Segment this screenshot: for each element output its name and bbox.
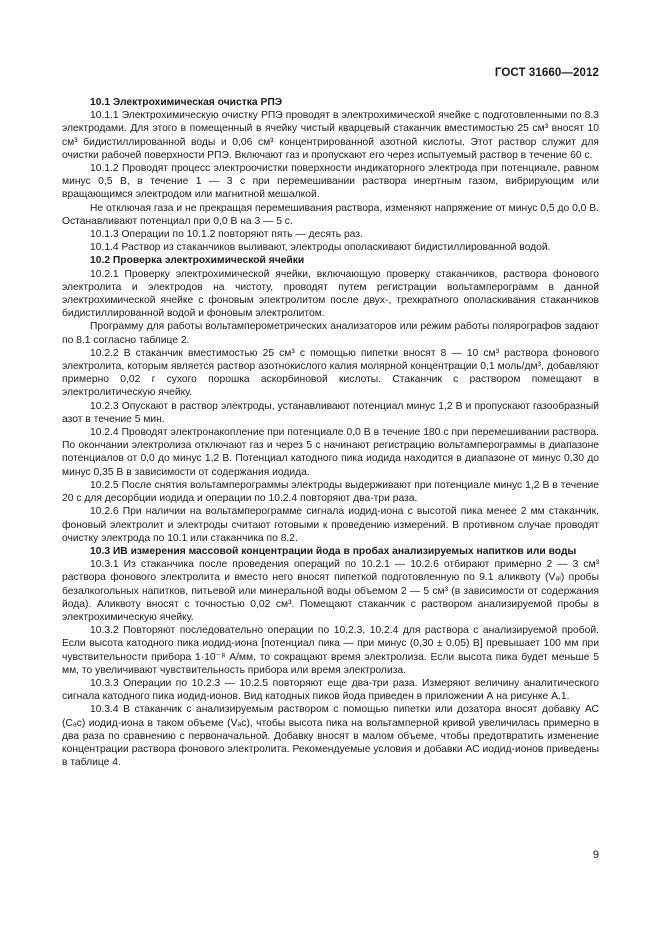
paragraph: 10.2.4 Проводят электронакопление при потенциале 0,0 В в течение 180 с при перемешивании раствора. По окончании электролиза отключают газ и через 5 с начинают регистрацию вольтамперограммы в диапазоне потенциалов от 0,0 до минус 1,2 В. Потенциал катодного пика иодида находится в диапазоне от минус 0,30 до минус 0,35 В в зависимости от содержания иодида. — [62, 427, 599, 478]
paragraph: 10.1.1 Электрохимическую очистку РПЭ проводят в электрохимической ячейке с подготовленными по 8.3 электродами. Для этого в помещенный в ячейку чистый кварцевый стаканчик вместимостью 25 см³ вносят 10 см³ бидистиллированной воды и 0,06 см³ концентрированной азотной кислоты. Этот раствор служит для очистки рабочей поверхности РПЭ. Включают газ и пропускают его через испытуемый раствор в течение 60 с. — [62, 110, 599, 161]
paragraph: 10.1.3 Операции по 10.1.2 повторяют пять — десять раз. — [90, 229, 363, 241]
paragraph: 10.2.1 Проверку электрохимической ячейки, включающую проверку стаканчиков, раствора фонового электролита и электродов на чистоту, проводят путем регистрации вольтамперограмм в данной электрохимической ячейке с фоновым электролитом после двух-, трехкратного ополаскивания стаканчиков бидистиллированной водой и фоновым электролитом. — [62, 268, 599, 320]
paragraph: 10.2.2 В стаканчик вместимостью 25 см³ с помощью пипетки вносят 8 — 10 см³ раствора фонового электролита, которым является раствор азотнокислого калия молярной концентрации 0,1 моль/дм³, добавляют примерно 0,02 г сухого порошка аскорбиновой кислоты. Стаканчик с раствором помещают в электролитическую ячейку. — [62, 347, 599, 399]
paragraph: 10.3.4 В стаканчик с анализируемым раствором с помощью пипетки или дозатора вносят добавку АС (Cₐc) иодид-иона в таком объеме (Vₐc), чтобы высота пика на вольтамперной кривой увеличилась примерно в два раза по сравнению с первоначальной. Добавку вносят в малом объеме, чтобы предотвратить изменение концентрации раствора фонового электролита. Рекомендуемые условия и добавки АС иодид-ионов приведены в таблице 4. — [62, 704, 599, 769]
paragraph: 10.1.4 Раствор из стаканчиков выливают, электроды ополаскивают бидистиллированной водой. — [90, 242, 551, 254]
section-heading: 10.1 Электрохимическая очистка РПЭ — [90, 97, 283, 108]
paragraph: Не отключая газа и не прекращая перемешивания раствора, изменяют напряжение от минус 0,5 до 0,0 В. Останавливают потенциал при 0,0 В на 3 — 5 с. — [62, 202, 599, 227]
paragraph: 10.3.3 Операции по 10.2.3 — 10.2.5 повторяют еще два-три раза. Измеряют величину аналитического сигнала катодного пика иодид-ионов. Вид катодных пиков йода приведен в приложении А на рисунке А.1. — [62, 677, 599, 703]
paragraph: 10.1.2 Проводят процесс электроочистки поверхности индикаторного электрода при потенциале, равном минус 0,5 В, в течение 1 — 3 с при перемешивании раствора инертным газом, вибрирующим или вращающимся электродом или магнитной мешалкой. — [62, 163, 599, 201]
paragraph: Программу для работы вольтамперометрических анализаторов или режим работы полярографов задают по 8.1 согласно таблице 2. — [62, 321, 599, 346]
paragraph: 10.2.6 При наличии на вольтамперограмме сигнала иодид-иона с высотой пика менее 2 мм стаканчик, фоновый электролит и электроды считают готовыми к проведению измерений. В противном случае проводят очистку электрода по 10.1 или стаканчика по 8.2. — [62, 506, 599, 544]
paragraph: 10.3.2 Повторяют последовательно операции по 10.2.3, 10.2.4 для раствора с анализируемой пробой. Если высота катодного пика иодид-иона [потенциал пика — при минус (0,30 ± 0,05) В] превышает 100 мм при чувствительности прибора 1·10⁻⁸ А/мм, то сокращают время электролиза. Если высота пика будет меньше 5 мм, то увеличивают чувствительность прибора или время электролиза. — [62, 625, 599, 676]
section-heading: 10.2 Проверка электрохимической ячейки — [90, 255, 305, 267]
section-heading: 10.3 ИВ измерения массовой концентрации йода в пробах анализируемых напитков или воды — [90, 545, 577, 557]
paragraph: 10.3.1 Из стаканчика после проведения операций по 10.2.1 — 10.2.6 отбирают примерно 2 — 3 см³ раствора фонового электролита и вместо него вносят пипеткой подготовленную по 9.1 аликвоту (Vₐₗ) пробы безалкогольных напитков, питьевой или минеральной воды объемом 2 — 5 см³ (в зависимости от содержания йода). Аликвоту вносят с точностью 0,02 см³. Помещают стаканчик с раствором анализируемой пробы в электрохимическую ячейку. — [62, 559, 599, 623]
page-number: 9 — [592, 849, 599, 861]
paragraph: 10.2.5 После снятия вольтамперограммы электроды выдерживают при потенциале минус 1,2 В в течение 20 с для десорбции иодида и операции по 10.2.4 повторяют два-три раза. — [62, 479, 599, 505]
paragraph: 10.2.3 Опускают в раствор электроды, устанавливают потенциал минус 1,2 В и пропускают газообразный азот в течение 5 мин. — [62, 400, 599, 425]
document-body — [62, 96, 599, 769]
standard-header: ГОСТ 31660—2012 — [494, 67, 599, 79]
